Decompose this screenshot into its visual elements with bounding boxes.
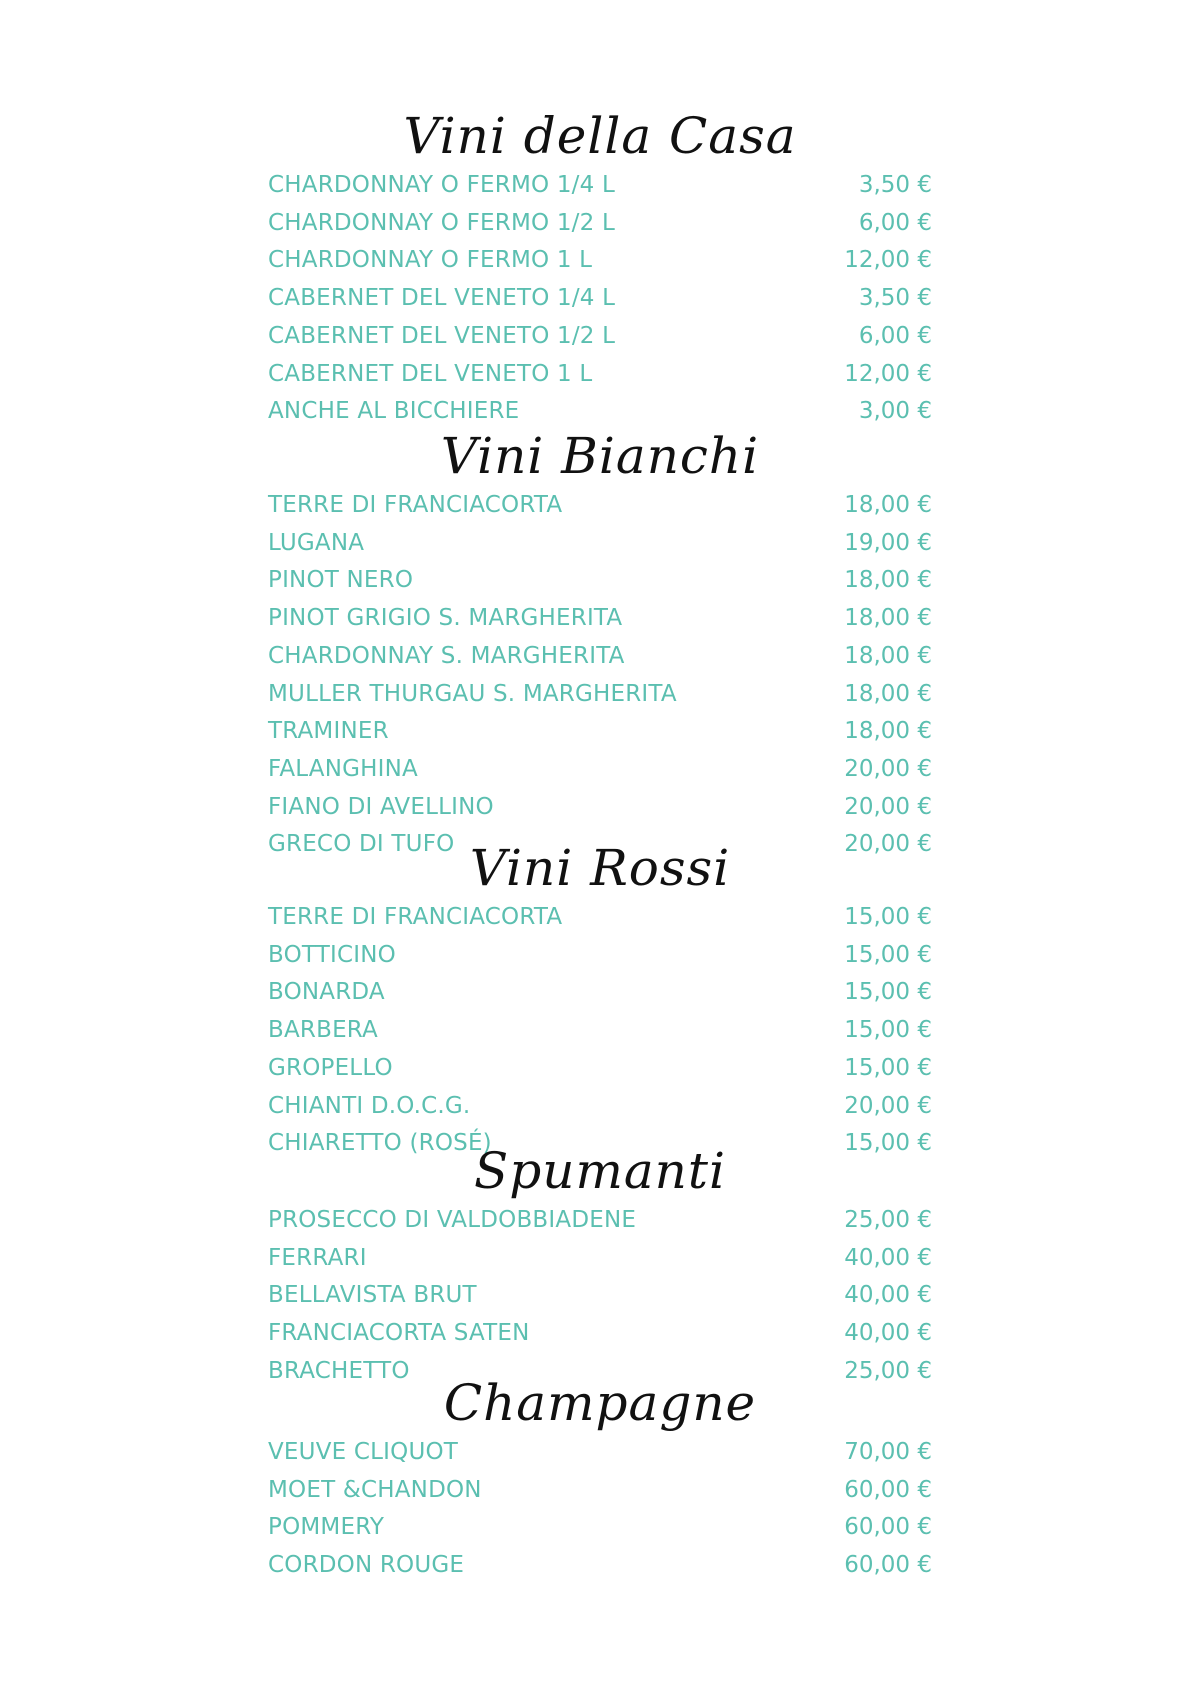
menu-item-name: FRANCIACORTA SATEN [268, 1320, 530, 1346]
menu-item-name: CHARDONNAY O FERMO 1/2 L [268, 210, 615, 236]
menu-item-price: 12,00 € [844, 361, 932, 387]
menu-item-price: 18,00 € [844, 567, 932, 593]
menu-item-price: 20,00 € [844, 831, 932, 857]
menu-item-name: BARBERA [268, 1017, 378, 1043]
menu-item-price: 19,00 € [844, 530, 932, 556]
menu-item-price: 18,00 € [844, 718, 932, 744]
menu-item-row [268, 714, 932, 748]
menu-item-price: 20,00 € [844, 756, 932, 782]
menu-item-row [268, 526, 932, 560]
menu-item-row [268, 1278, 932, 1312]
menu-item-name: CHARDONNAY S. MARGHERITA [268, 643, 625, 669]
menu-item-name: TERRE DI FRANCIACORTA [268, 904, 563, 930]
menu-item-name: CHARDONNAY O FERMO 1/4 L [268, 172, 615, 198]
menu-item-name: BOTTICINO [268, 942, 396, 968]
menu-item-name: TRAMINER [268, 718, 389, 744]
menu-item-row [268, 601, 932, 635]
menu-item-price: 60,00 € [844, 1477, 932, 1503]
menu-item-price: 60,00 € [844, 1514, 932, 1540]
menu-item-row [268, 1548, 932, 1582]
menu-item-price: 18,00 € [844, 492, 932, 518]
menu-item-price: 15,00 € [844, 1017, 932, 1043]
menu-item-name: CABERNET DEL VENETO 1/4 L [268, 285, 616, 311]
menu-item-row [268, 357, 932, 391]
menu-item-name: FALANGHINA [268, 756, 418, 782]
menu-item-price: 3,50 € [858, 285, 932, 311]
menu-item-row [268, 1241, 932, 1275]
menu-item-name: CABERNET DEL VENETO 1/2 L [268, 323, 616, 349]
menu-item-name: CORDON ROUGE [268, 1552, 465, 1578]
menu-item-name: VEUVE CLIQUOT [268, 1439, 459, 1465]
menu-item-name: CHIANTI D.O.C.G. [268, 1093, 471, 1119]
menu-item-row [268, 1435, 932, 1469]
menu-item-row [268, 900, 932, 934]
menu-item-name: FIANO DI AVELLINO [268, 794, 494, 820]
menu-item-price: 3,00 € [858, 398, 932, 424]
section-title: Vini Rossi [469, 839, 731, 897]
menu-item-price: 40,00 € [844, 1245, 932, 1271]
menu-item-price: 15,00 € [844, 1130, 932, 1156]
menu-item-row [268, 1203, 932, 1237]
menu-item-price: 6,00 € [858, 323, 932, 349]
menu-item-price: 60,00 € [844, 1552, 932, 1578]
menu-item-name: BONARDA [268, 979, 385, 1005]
menu-item-name: PINOT GRIGIO S. MARGHERITA [268, 605, 623, 631]
menu-item-name: BRACHETTO [268, 1358, 410, 1384]
section-title: Spumanti [474, 1142, 726, 1200]
section-title: Vini Bianchi [440, 427, 760, 485]
menu-item-row [268, 938, 932, 972]
menu-item-row [268, 677, 932, 711]
menu-item-row [268, 319, 932, 353]
menu-item-row [268, 1051, 932, 1085]
menu-item-name: BELLAVISTA BRUT [268, 1282, 477, 1308]
menu-item-price: 40,00 € [844, 1320, 932, 1346]
menu-item-name: PROSECCO DI VALDOBBIADENE [268, 1207, 637, 1233]
menu-item-name: ANCHE AL BICCHIERE [268, 398, 520, 424]
menu-item-row [268, 563, 932, 597]
section-title: Champagne [443, 1374, 757, 1432]
menu-item-name: LUGANA [268, 530, 365, 556]
menu-item-row [268, 206, 932, 240]
menu-item-price: 20,00 € [844, 794, 932, 820]
menu-item-price: 25,00 € [844, 1207, 932, 1233]
menu-item-price: 6,00 € [858, 210, 932, 236]
menu-item-name: GRECO DI TUFO [268, 831, 455, 857]
menu-item-price: 12,00 € [844, 247, 932, 273]
menu-item-row [268, 281, 932, 315]
menu-item-row [268, 790, 932, 824]
menu-item-price: 15,00 € [844, 942, 932, 968]
menu-item-price: 20,00 € [844, 1093, 932, 1119]
menu-item-row [268, 1013, 932, 1047]
menu-item-price: 25,00 € [844, 1358, 932, 1384]
menu-item-price: 3,50 € [858, 172, 932, 198]
menu-item-price: 15,00 € [844, 1055, 932, 1081]
menu-item-price: 15,00 € [844, 904, 932, 930]
menu-item-name: CHARDONNAY O FERMO 1 L [268, 247, 593, 273]
menu-item-name: TERRE DI FRANCIACORTA [268, 492, 563, 518]
menu-item-row [268, 243, 932, 277]
menu-item-row [268, 1316, 932, 1350]
menu-item-price: 18,00 € [844, 643, 932, 669]
menu-item-name: FERRARI [268, 1245, 367, 1271]
menu-item-name: MOET &CHANDON [268, 1477, 482, 1503]
menu-item-row [268, 394, 932, 428]
menu-item-name: GROPELLO [268, 1055, 393, 1081]
menu-item-name: MULLER THURGAU S. MARGHERITA [268, 681, 677, 707]
menu-item-row [268, 1473, 932, 1507]
menu-item-name: CHIARETTO (ROSÉ) [268, 1130, 492, 1156]
menu-item-name: CABERNET DEL VENETO 1 L [268, 361, 593, 387]
menu-item-name: PINOT NERO [268, 567, 414, 593]
menu-item-row [268, 975, 932, 1009]
menu-item-price: 70,00 € [844, 1439, 932, 1465]
menu-item-price: 18,00 € [844, 605, 932, 631]
menu-item-row [268, 488, 932, 522]
menu-item-row [268, 1510, 932, 1544]
menu-item-row [268, 639, 932, 673]
menu-item-price: 40,00 € [844, 1282, 932, 1308]
section-title: Vini della Casa [403, 107, 797, 165]
menu-item-row [268, 1089, 932, 1123]
menu-item-name: POMMERY [268, 1514, 385, 1540]
menu-item-row [268, 168, 932, 202]
menu-item-price: 15,00 € [844, 979, 932, 1005]
menu-item-price: 18,00 € [844, 681, 932, 707]
menu-item-row [268, 752, 932, 786]
